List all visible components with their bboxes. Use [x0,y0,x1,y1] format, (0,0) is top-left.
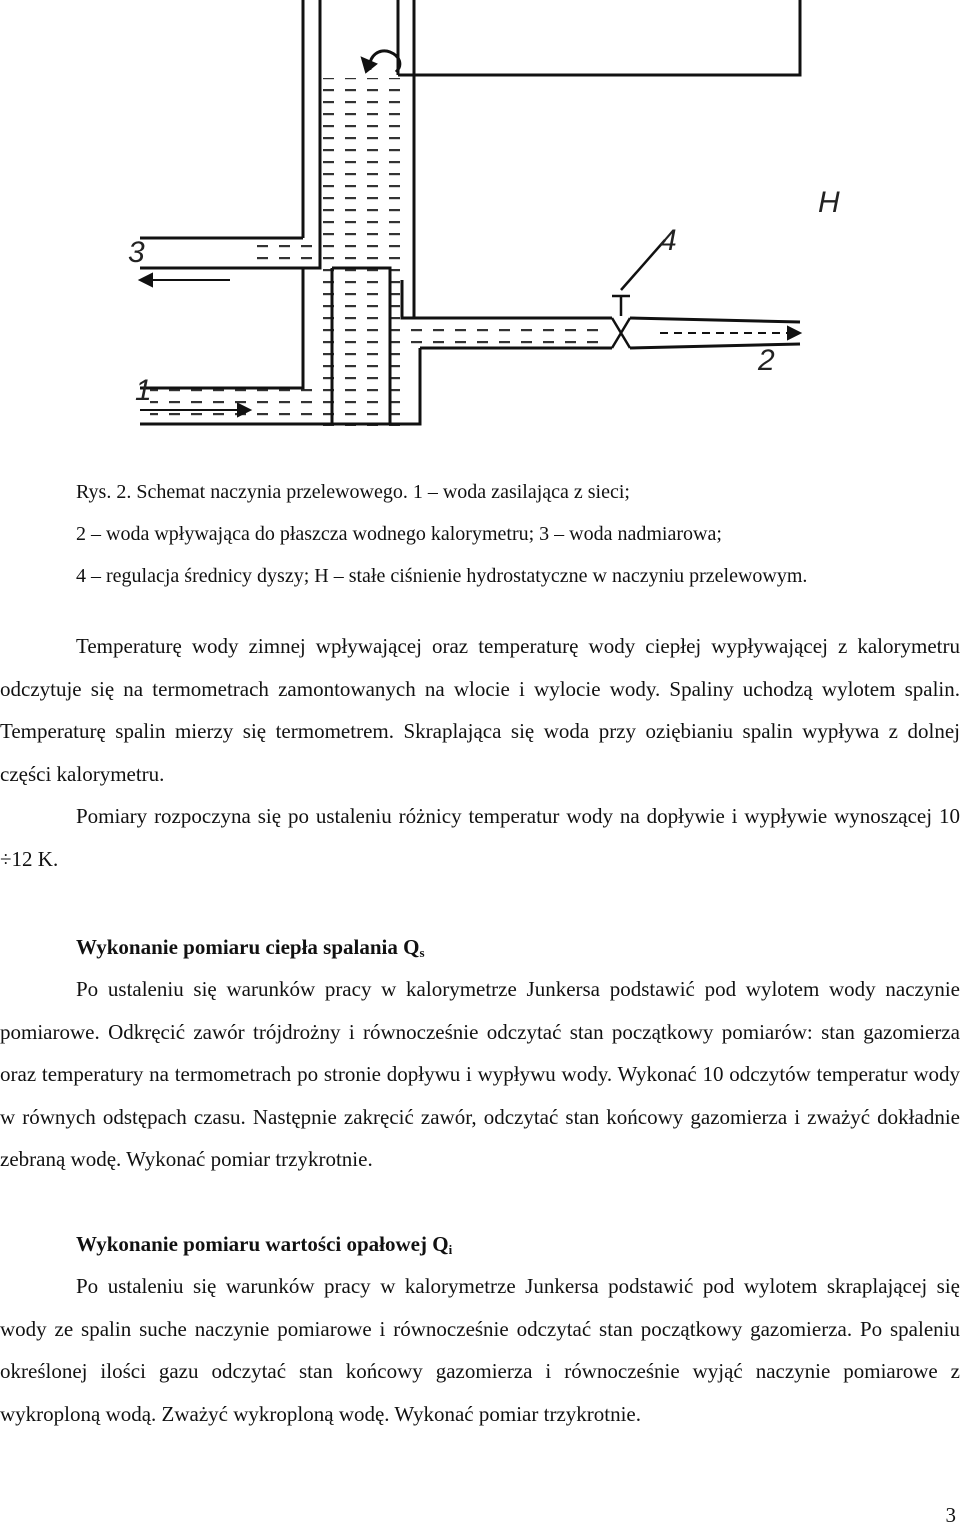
label-H: H [818,186,840,219]
label-1: 1 [135,374,152,407]
caption-line: 2 – woda wpływająca do płaszcza wodnego kalorymetru; 3 – woda nadmiarowa; [76,523,722,545]
paragraph-calorific-value: Po ustaleniu się warunków pracy w kalorymetrze Junkersa podstawić pod wylotem skraplającej się wody ze spalin suche naczynie pomiarowe i równocześnie odczytać stan początkowy gazomierza. Po spaleniu określonej ilości gazu odczytać stan końcowy gazomierza i równocześnie wyjąć naczynie pomiarowe z wykroploną wodą. Zważyć wykroploną wodę. Wykonać pomiar trzykrotnie. [0,1274,960,1426]
paragraph-measurement-start: Pomiary rozpoczyna się po ustaleniu różnicy temperatur wody na dopływie i wypływie wynoszącej 10 ÷12 K. [0,804,960,871]
heading-calorific-value [76,1223,452,1271]
heading-text: Wykonanie pomiaru ciepła spalania Q [76,935,420,959]
nozzle-valve [612,240,665,348]
paragraph-heat-of-combustion: Po ustaleniu się warunków pracy w kalorymetrze Junkersa podstawić pod wylotem wody naczynie pomiarowe. Odkręcić zawór trójdrożny i równocześnie odczytać stan początkowy pomiarów: stan gazomierza oraz temperatury na termometrach po stronie dopływu i wypływu wody. Wykonać 10 odczytów temperatur wody w równych odstępach czasu. Następnie zakręcić zawór, odczytać stan końcowy gazomierza i zważyć dokładnie zebraną wodę. Wykonać pomiar trzykrotnie. [0,977,960,1171]
label-2: 2 [758,344,775,377]
water-fill [150,78,607,426]
figure-caption [76,471,807,597]
caption-line: 4 – regulacja średnicy dyszy; H – stałe ciśnienie hydrostatyczne w naczyniu przelewowym. [76,565,808,587]
caption-line: Rys. 2. Schemat naczynia przelewowego. 1 – woda zasilająca z sieci; [76,481,630,503]
label-4: 4 [660,224,677,257]
page-number: 3 [945,1503,956,1527]
heading-subscript: i [448,1242,453,1257]
heading-subscript: s [419,945,425,960]
vessel-walls [140,0,800,424]
overflow-vessel-diagram [100,0,860,460]
heading-text: Wykonanie pomiaru wartości opałowej Q [76,1232,449,1256]
flow-arrows [140,51,800,416]
paragraph-temperatures: Temperaturę wody zimnej wpływającej oraz temperaturę wody ciepłej wypływającej z kalorymetru odczytuje się na termometrach zamontowanych na wlocie i wylocie wody. Spaliny uchodzą wylotem spalin. Temperaturę spalin mierzy się termometrem. Skraplająca się woda przy oziębianiu spalin wypływa z dolnej części kalorymetru. [0,634,960,786]
label-3: 3 [128,236,145,269]
heading-heat-of-combustion [76,926,425,974]
